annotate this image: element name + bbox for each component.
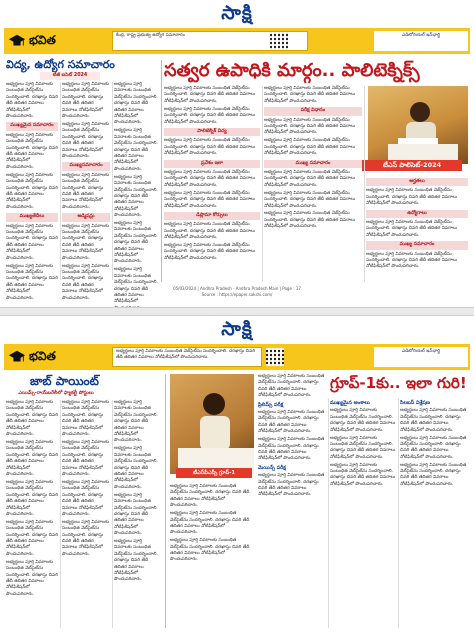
footer-source: Source : https://epaper.sakshi.com/ <box>201 292 273 297</box>
paragraph: అభ్యర్థులు పూర్తి వివరాలకు సంబంధిత వెబ్‌సైట్‌ను సందర్శించాలి. దరఖాస్తు చివరి తేదీ తదితర వివరాలు నోటిఫికేషన్‌లో పొందుపరిచారు. <box>264 190 356 209</box>
paragraph: అభ్యర్థులు పూర్తి వివరాలకు సంబంధిత వెబ్‌సైట్‌ను సందర్శించాలి. దరఖాస్తు చివరి తేదీ తదితర వివరాలు నోటిఫికేషన్‌లో పొందుపరిచారు. <box>164 169 256 188</box>
paragraph: అభ్యర్థులు పూర్తి వివరాలకు సంబంధిత వెబ్‌సైట్‌ను సందర్శించాలి. దరఖాస్తు చివరి తేదీ తదితర వివరాలు నోటిఫికేషన్‌లో పొందుపరిచారు. <box>114 400 158 444</box>
paragraph: అభ్యర్థులు పూర్తి వివరాలకు సంబంధిత వెబ్‌సైట్‌ను సందర్శించాలి. దరఖాస్తు చివరి తేదీ తదితర వివరాలు నోటిఫికేషన్‌లో పొందుపరిచారు. <box>164 243 256 261</box>
paragraph: అభ్యర్థులు పూర్తి వివరాలకు సంబంధిత వెబ్‌సైట్‌ను సందర్శించాలి. దరఖాస్తు చివరి తేదీ తదితర వివరాలు నోటిఫికేషన్‌లో పొందుపరిచారు. <box>114 539 158 583</box>
column-rule <box>112 82 113 280</box>
paragraph: అభ్యర్థులు పూర్తి వివరాలకు సంబంధిత వెబ్‌సైట్‌ను సందర్శించాలి. దరఖాస్తు చివరి తేదీ తదితర వివరాలు నోటిఫికేషన్‌లో పొందుపరిచారు. <box>264 211 356 230</box>
promo-box: అభ్యర్థులు పూర్తి వివరాలకు సంబంధిత వెబ్‌సైట్‌ను సందర్శించాలి. దరఖాస్తు చివరి తేదీ తదితర వివరాలు నోటిఫికేషన్‌లో పొందుపరిచారు. <box>112 347 262 367</box>
promo-box: కేంద్ర, రాష్ట్ర ప్రభుత్వ ఉద్యోగ సమాచారం <box>112 31 308 51</box>
paragraph: అభ్యర్థులు పూర్తి వివరాలకు సంబంధిత వెబ్‌సైట్‌ను సందర్శించాలి. దరఖాస్తు చివరి తేదీ తదితర వివరాలు నోటిఫికేషన్‌లో పొందుపరిచారు. <box>164 190 256 209</box>
column-7 <box>400 398 468 628</box>
paragraph: అభ్యర్థులు పూర్తి వివరాలకు సంబంధిత వెబ్‌సైట్‌ను సందర్శించాలి. దరఖాస్తు చివరి తేదీ తదితర వివరాలు నోటిఫికేషన్‌లో పొందుపరిచారు. <box>170 511 250 536</box>
subheading: ముఖ్య సమాచారం <box>366 241 468 249</box>
student-photo <box>170 374 254 474</box>
paragraph: అభ్యర్థులు పూర్తి వివరాలకు సంబంధిత వెబ్‌సైట్‌ను సందర్శించాలి. దరఖాస్తు చివరి తేదీ తదితర వివరాలు నోటిఫికేషన్‌లో పొందుపరిచారు. <box>62 479 110 517</box>
column-rule <box>60 82 61 280</box>
paragraph: అభ్యర్థులు పూర్తి వివరాలకు సంబంధిత వెబ్‌సైట్‌ను సందర్శించాలి. దరఖాస్తు చివరి తేదీ తదితర వివరాలు నోటిఫికేషన్‌లో పొందుపరిచారు. <box>62 172 110 210</box>
contact-box: ఎడిటోరియల్ ఇన్‌ఛార్జి <box>374 347 468 367</box>
qr-code-overlay <box>266 348 284 366</box>
paragraph: అభ్యర్థులు పూర్తి వివరాలకు సంబంధిత వెబ్‌సైట్‌ను సందర్శించాలి. దరఖాస్తు చివరి తేదీ తదితర వివరాలు నోటిఫికేషన్‌లో పొందుపరిచారు. <box>164 106 256 125</box>
subheading: ప్రిలిమ్స్ పరీక్ష <box>258 401 284 408</box>
contact-box: ఎడిటోరియల్ ఇన్‌ఛార్జి <box>374 31 468 51</box>
brand-label: భవిత <box>29 33 56 47</box>
subheading: అర్హతలు <box>366 178 468 186</box>
brand-label: భవిత <box>29 349 56 363</box>
paragraph: అభ్యర్థులు పూర్తి వివరాలకు సంబంధిత వెబ్‌సైట్‌ను సందర్శించాలి. దరఖాస్తు చివరి తేదీ తదితర వివరాలు నోటిఫికేషన్‌లో పొందుపరిచారు. <box>114 82 158 126</box>
qr-code-overlay <box>270 32 288 50</box>
subheading: ముఖ్యమైన సమాచారం <box>6 122 58 130</box>
paragraph: అభ్యర్థులు పూర్తి వివరాలకు సంబంధిత వెబ్‌సైట్‌ను సందర్శించాలి. దరఖాస్తు చివరి తేదీ తదితర వివరాలు నోటిఫికేషన్‌లో పొందుపరిచారు. <box>6 172 58 210</box>
footer-date: 05/03/2024 | Andhra Pradesh - Andhra Pradesh Main | Page : 17 <box>173 286 301 291</box>
headline: గ్రూప్-1కు.. ఇలా గురి! <box>330 374 467 392</box>
paragraph: అభ్యర్థులు పూర్తి వివరాలకు సంబంధిత వెబ్‌సైట్‌ను సందర్శించాలి. దరఖాస్తు చివరి తేదీ తదితర వివరాలు నోటిఫికేషన్‌లో పొందుపరిచారు. <box>264 86 356 104</box>
column-4 <box>164 86 260 282</box>
subheading: ముఖ్యమైన అంశాలు <box>330 400 370 406</box>
paragraph: అభ్యర్థులు పూర్తి వివరాలకు సంబంధిత వెబ్‌సైట్‌ను సందర్శించాలి. దరఖాస్తు చివరి తేదీ తదితర వివరాలు నోటిఫికేషన్‌లో పొందుపరిచారు. <box>62 263 110 301</box>
paragraph: అభ్యర్థులు పూర్తి వివరాలకు సంబంధిత వెబ్‌సైట్‌ను సందర్శించాలి. దరఖాస్తు చివరి తేదీ తదితర వివరాలు నోటిఫికేషన్‌లో పొందుపరిచారు. <box>6 479 58 517</box>
subheading: ప్రవేశం ఇలా <box>164 160 260 168</box>
paragraph: అభ్యర్థులు పూర్తి వివరాలకు సంబంధిత వెబ్‌సైట్‌ను సందర్శించాలి. దరఖాస్తు చివరి తేదీ తదితర వివరాలు నోటిఫికేషన్‌లో పొందుపరిచారు. <box>6 439 58 477</box>
paragraph: అభ్యర్థులు పూర్తి వివరాలకు సంబంధిత వెబ్‌సైట్‌ను సందర్శించాలి. దరఖాస్తు చివరి తేదీ తదితర వివరాలు నోటిఫికేషన్‌లో పొందుపరిచారు. <box>114 128 158 172</box>
newspaper-page-2 <box>0 316 474 632</box>
paragraph: అభ్యర్థులు పూర్తి వివరాలకు సంబంధిత వెబ్‌సైట్‌ను సందర్శించాలి. దరఖాస్తు చివరి తేదీ తదితర వివరాలు నోటిఫికేషన్‌లో పొందుపరిచారు. <box>258 374 325 399</box>
section-tag: టీజీ ఐసెట్ 2024 <box>40 72 100 80</box>
column-4 <box>258 374 326 628</box>
paragraph: అభ్యర్థులు పూర్తి వివరాలకు సంబంధిత వెబ్‌సైట్‌ను సందర్శించాలి. దరఖాస్తు చివరి తేదీ తదితర వివరాలు నోటిఫికేషన్‌లో పొందుపరిచారు. <box>6 400 58 438</box>
masthead <box>0 0 474 26</box>
paragraph: అభ్యర్థులు పూర్తి వివరాలకు సంబంధిత వెబ్‌సైట్‌ను సందర్శించాలి. దరఖాస్తు చివరి తేదీ తదితర వివరాలు నోటిఫికేషన్‌లో పొందుపరిచారు. <box>62 400 110 438</box>
headline: సత్వర ఉపాధికి మార్గం.. పాలిటెక్నిక్స్ <box>164 60 420 81</box>
subheading: సిలబస్ విశ్లేషణ <box>400 400 431 406</box>
student-illustration <box>170 374 254 474</box>
paragraph: అభ్యర్థులు పూర్తి వివరాలకు సంబంధిత వెబ్‌సైట్‌ను సందర్శించాలి. దరఖాస్తు చివరి తేదీ తదితర వివరాలు నోటిఫికేషన్‌లో పొందుపరిచారు. <box>6 263 58 301</box>
column-rule <box>328 398 329 628</box>
column-rule <box>398 398 399 628</box>
subheading: ఉద్యోగాలు <box>366 210 468 218</box>
paragraph: అభ్యర్థులు పూర్తి వివరాలకు సంబంధిత వెబ్‌సైట్‌ను సందర్శించాలి. దరఖాస్తు చివరి తేదీ తదితర వివరాలు నోటిఫికేషన్‌లో పొందుపరిచారు. <box>6 519 58 557</box>
column-rule <box>161 60 162 282</box>
subheading: అడ్మిషన్లు <box>62 213 110 221</box>
paragraph: అభ్యర్థులు పూర్తి వివరాలకు సంబంధిత వెబ్‌సైట్‌ను సందర్శించాలి. దరఖాస్తు చివరి తేదీ తదితర వివరాలు నోటిఫికేషన్‌లో పొందుపరిచారు. <box>62 121 110 159</box>
exam-badge: టీఎస్‌పీఎస్సీ గ్రూప్-1 <box>176 468 252 478</box>
paragraph: అభ్యర్థులు పూర్తి వివరాలకు సంబంధిత వెబ్‌సైట్‌ను సందర్శించాలి. దరఖాస్తు చివరి తేదీ తదితర వివరాలు నోటిఫికేషన్‌లో పొందుపరిచారు. <box>264 169 356 188</box>
column-6 <box>366 176 468 282</box>
paragraph: అభ్యర్థులు పూర్తి వివరాలకు సంబంధిత వెబ్‌సైట్‌ను సందర్శించాలి. దరఖాస్తు చివరి తేదీ తదితర వివరాలు నోటిఫికేషన్‌లో పొందుపరిచారు. <box>114 492 158 537</box>
student-illustration <box>368 86 468 164</box>
column-rule <box>165 374 166 628</box>
column-1 <box>6 400 58 628</box>
newspaper-logo: సాక్షి <box>221 2 253 24</box>
paragraph: అభ్యర్థులు పూర్తి వివరాలకు సంబంధిత వెబ్‌సైట్‌ను సందర్శించాలి. దరఖాస్తు చివరి తేదీ తదితర వివరాలు నోటిఫికేషన్‌లో పొందుపరిచారు. <box>62 223 110 261</box>
column-rule <box>112 400 113 628</box>
exam-badge: టీఎస్ పాలిసెట్-2024 <box>362 160 462 171</box>
paragraph: అభ్యర్థులు పూర్తి వివరాలకు సంబంధిత వెబ్‌సైట్‌ను సందర్శించాలి. దరఖాస్తు చివరి తేదీ తదితర వివరాలు నోటిఫికేషన్‌లో పొందుపరిచారు. <box>366 220 458 238</box>
masthead <box>0 316 474 342</box>
subheading: మెయిన్స్ పరీక్ష <box>258 464 286 471</box>
paragraph: అభ్యర్థులు పూర్తి వివరాలకు సంబంధిత వెబ్‌సైట్‌ను సందర్శించాలి. దరఖాస్తు చివరి తేదీ తదితర వివరాలు నోటిఫికేషన్‌లో పొందుపరిచారు. <box>366 251 458 270</box>
column-3 <box>114 400 160 628</box>
column-3 <box>114 82 158 305</box>
paragraph: అభ్యర్థులు పూర్తి వివరాలకు సంబంధిత వెబ్‌సైట్‌ను సందర్శించాలి. దరఖాస్తు చివరి తేదీ తదితర వివరాలు నోటిఫికేషన్‌లో పొందుపరిచారు. <box>114 174 158 219</box>
paragraph: అభ్యర్థులు పూర్తి వివరాలకు సంబంధిత వెబ్‌సైట్‌ను సందర్శించాలి. దరఖాస్తు చివరి తేదీ తదితర వివరాలు నోటిఫికేషన్‌లో పొందుపరిచారు. <box>330 462 396 487</box>
paragraph: అభ్యర్థులు పూర్తి వివరాలకు సంబంధిత వెబ్‌సైట్‌ను సందర్శించాలి. దరఖాస్తు చివరి తేదీ తదితర వివరాలు నోటిఫికేషన్‌లో పొందుపరిచారు. <box>114 446 158 490</box>
subheading: ముఖ్యతేదీలు <box>6 213 58 221</box>
paragraph: అభ్యర్థులు పూర్తి వివరాలకు సంబంధిత వెబ్‌సైట్‌ను సందర్శించాలి. దరఖాస్తు చివరి తేదీ తదితర వివరాలు నోటిఫికేషన్‌లో పొందుపరిచారు. <box>6 559 58 597</box>
section-band <box>4 28 470 54</box>
column-2 <box>62 400 110 628</box>
column-6 <box>330 398 396 628</box>
paragraph: అభ్యర్థులు పూర్తి వివరాలకు సంబంధిత వెబ్‌సైట్‌ను సందర్శించాలి. దరఖాస్తు చివరి తేదీ తదితర వివరాలు నోటిఫికేషన్‌లో పొందుపరిచారు. <box>164 86 256 104</box>
graduation-cap-icon <box>8 348 26 366</box>
section-band <box>4 344 470 370</box>
column-rule <box>364 86 365 282</box>
paragraph: అభ్యర్థులు పూర్తి వివరాలకు సంబంధిత వెబ్‌సైట్‌ను సందర్శించాలి. దరఖాస్తు చివరి తేదీ తదితర వివరాలు నోటిఫికేషన్‌లో పొందుపరిచారు. <box>264 117 356 136</box>
column-rule <box>60 400 61 628</box>
paragraph: అభ్యర్థులు పూర్తి వివరాలకు సంబంధిత వెబ్‌సైట్‌ను సందర్శించాలి. దరఖాస్తు చివరి తేదీ తదితర వివరాలు నోటిఫికేషన్‌లో పొందుపరిచారు. <box>330 408 396 433</box>
paragraph: అభ్యర్థులు పూర్తి వివరాలకు సంబంధిత వెబ్‌సైట్‌ను సందర్శించాలి. దరఖాస్తు చివరి తేదీ తదితర వివరాలు నోటిఫికేషన్‌లో పొందుపరిచారు. <box>170 484 250 509</box>
student-photo <box>368 86 468 164</box>
section-title: విద్య, ఉద్యోగ సమాచారం <box>6 58 115 71</box>
paragraph: అభ్యర్థులు పూర్తి వివరాలకు సంబంధిత వెబ్‌సైట్‌ను సందర్శించాలి. దరఖాస్తు చివరి తేదీ తదితర వివరాలు నోటిఫికేషన్‌లో పొందుపరిచారు. <box>114 221 158 265</box>
newspaper-page-1 <box>0 0 474 307</box>
paragraph: అభ్యర్థులు పూర్తి వివరాలకు సంబంధిత వెబ్‌సైట్‌ను సందర్శించాలి. దరఖాస్తు చివరి తేదీ తదితర వివరాలు నోటిఫికేషన్‌లో పొందుపరిచారు. <box>258 473 325 498</box>
paragraph: అభ్యర్థులు పూర్తి వివరాలకు సంబంధిత వెబ్‌సైట్‌ను సందర్శించాలి. దరఖాస్తు చివరి తేదీ తదితర వివరాలు నోటిఫికేషన్‌లో పొందుపరిచారు. <box>400 462 467 487</box>
graduation-cap-icon <box>8 32 26 50</box>
paragraph: అభ్యర్థులు పూర్తి వివరాలకు సంబంధిత వెబ్‌సైట్‌ను సందర్శించాలి. దరఖాస్తు చివరి తేదీ తదితర వివరాలు నోటిఫికేషన్‌లో పొందుపరిచారు. <box>400 408 467 433</box>
section-title: జాబ్ పాయింట్ <box>30 374 99 388</box>
paragraph: అభ్యర్థులు పూర్తి వివరాలకు సంబంధిత వెబ్‌సైట్‌ను సందర్శించాలి. దరఖాస్తు చివరి తేదీ తదితర వివరాలు నోటిఫికేషన్‌లో పొందుపరిచారు. <box>62 519 110 557</box>
column-5 <box>264 86 362 282</box>
paragraph: అభ్యర్థులు పూర్తి వివరాలకు సంబంధిత వెబ్‌సైట్‌ను సందర్శించాలి. దరఖాస్తు చివరి తేదీ తదితర వివరాలు నోటిఫికేషన్‌లో పొందుపరిచారు. <box>258 437 325 462</box>
paragraph: అభ్యర్థులు పూర్తి వివరాలకు సంబంధిత వెబ్‌సైట్‌ను సందర్శించాలి. దరఖాస్తు చివరి తేదీ తదితర వివరాలు నోటిఫికేషన్‌లో పొందుపరిచారు. <box>330 435 396 460</box>
paragraph: అభ్యర్థులు పూర్తి వివరాలకు సంబంధిత వెబ్‌సైట్‌ను సందర్శించాలి. దరఖాస్తు చివరి తేదీ తదితర వివరాలు నోటిఫికేషన్‌లో పొందుపరిచారు. <box>62 82 110 120</box>
paragraph: అభ్యర్థులు పూర్తి వివరాలకు సంబంధిత వెబ్‌సైట్‌ను సందర్శించాలి. దరఖాస్తు చివరి తేదీ తదితర వివరాలు నోటిఫికేషన్‌లో <box>114 267 158 305</box>
subheading: పాలిటెక్నిక్ విద్య <box>164 128 260 136</box>
subheading: ముఖ్యసమాచారం <box>62 162 110 170</box>
paragraph: అభ్యర్థులు పూర్తి వివరాలకు సంబంధిత వెబ్‌సైట్‌ను సందర్శించాలి. దరఖాస్తు చివరి తేదీ తదితర వివరాలు నోటిఫికేషన్‌లో పొందుపరిచారు. <box>6 82 58 120</box>
column-1 <box>6 82 58 301</box>
paragraph: అభ్యర్థులు పూర్తి వివరాలకు సంబంధిత వెబ్‌సైట్‌ను సందర్శించాలి. దరఖాస్తు చివరి తేదీ తదితర వివరాలు నోటిఫికేషన్‌లో పొందుపరిచారు. <box>164 138 256 157</box>
page-divider <box>0 307 474 316</box>
paragraph: అభ్యర్థులు పూర్తి వివరాలకు సంబంధిత వెబ్‌సైట్‌ను సందర్శించాలి. దరఖాస్తు చివరి తేదీ తదితర వివరాలు నోటిఫికేషన్‌లో పొందుపరిచారు. <box>258 410 325 435</box>
section-subtitle: ఎయిమ్స్-రాయ్‌బరేలీలో ఫ్యాకల్టీ పోస్టులు <box>18 391 94 396</box>
paragraph: అభ్యర్థులు పూర్తి వివరాలకు సంబంధిత వెబ్‌సైట్‌ను సందర్శించాలి. దరఖాస్తు చివరి తేదీ తదితర వివరాలు నోటిఫికేషన్‌లో పొందుపరిచారు. <box>164 222 256 241</box>
paragraph: అభ్యర్థులు పూర్తి వివరాలకు సంబంధిత వెబ్‌సైట్‌ను సందర్శించాలి. దరఖాస్తు చివరి తేదీ తదితర వివరాలు నోటిఫికేషన్‌లో పొందుపరిచారు. <box>6 223 58 261</box>
newspaper-logo: సాక్షి <box>221 318 253 340</box>
column-rule <box>262 86 263 282</box>
subheading: ముఖ్య సమాచారం <box>264 160 362 168</box>
subheading: డిప్లొమా కోర్సులు <box>164 212 260 220</box>
subheading: పరీక్ష విధానం <box>264 107 362 115</box>
paragraph: అభ్యర్థులు పూర్తి వివరాలకు సంబంధిత వెబ్‌సైట్‌ను సందర్శించాలి. దరఖాస్తు చివరి తేదీ తదితర వివరాలు నోటిఫికేషన్‌లో పొందుపరిచారు. <box>400 435 467 460</box>
column-2 <box>62 82 110 301</box>
column-5 <box>170 484 254 628</box>
paragraph: అభ్యర్థులు పూర్తి వివరాలకు సంబంధిత వెబ్‌సైట్‌ను సందర్శించాలి. దరఖాస్తు చివరి తేదీ తదితర వివరాలు నోటిఫికేషన్‌లో పొందుపరిచారు. <box>62 439 110 477</box>
paragraph: అభ్యర్థులు పూర్తి వివరాలకు సంబంధిత వెబ్‌సైట్‌ను సందర్శించాలి. దరఖాస్తు చివరి తేదీ తదితర వివరాలు నోటిఫికేషన్‌లో పొందుపరిచారు. <box>264 138 356 157</box>
paragraph: అభ్యర్థులు పూర్తి వివరాలకు సంబంధిత వెబ్‌సైట్‌ను సందర్శించాలి. దరఖాస్తు చివరి తేదీ తదితర వివరాలు నోటిఫికేషన్‌లో పొందుపరిచారు. <box>6 132 58 170</box>
paragraph: అభ్యర్థులు పూర్తి వివరాలకు సంబంధిత వెబ్‌సైట్‌ను సందర్శించాలి. దరఖాస్తు చివరి తేదీ తదితర వివరాలు నోటిఫికేషన్‌లో పొందుపరిచారు. <box>170 538 250 563</box>
paragraph: అభ్యర్థులు పూర్తి వివరాలకు సంబంధిత వెబ్‌సైట్‌ను సందర్శించాలి. దరఖాస్తు చివరి తేదీ తదితర వివరాలు నోటిఫికేషన్‌లో పొందుపరిచారు. <box>366 188 458 207</box>
page-footer <box>0 283 474 305</box>
